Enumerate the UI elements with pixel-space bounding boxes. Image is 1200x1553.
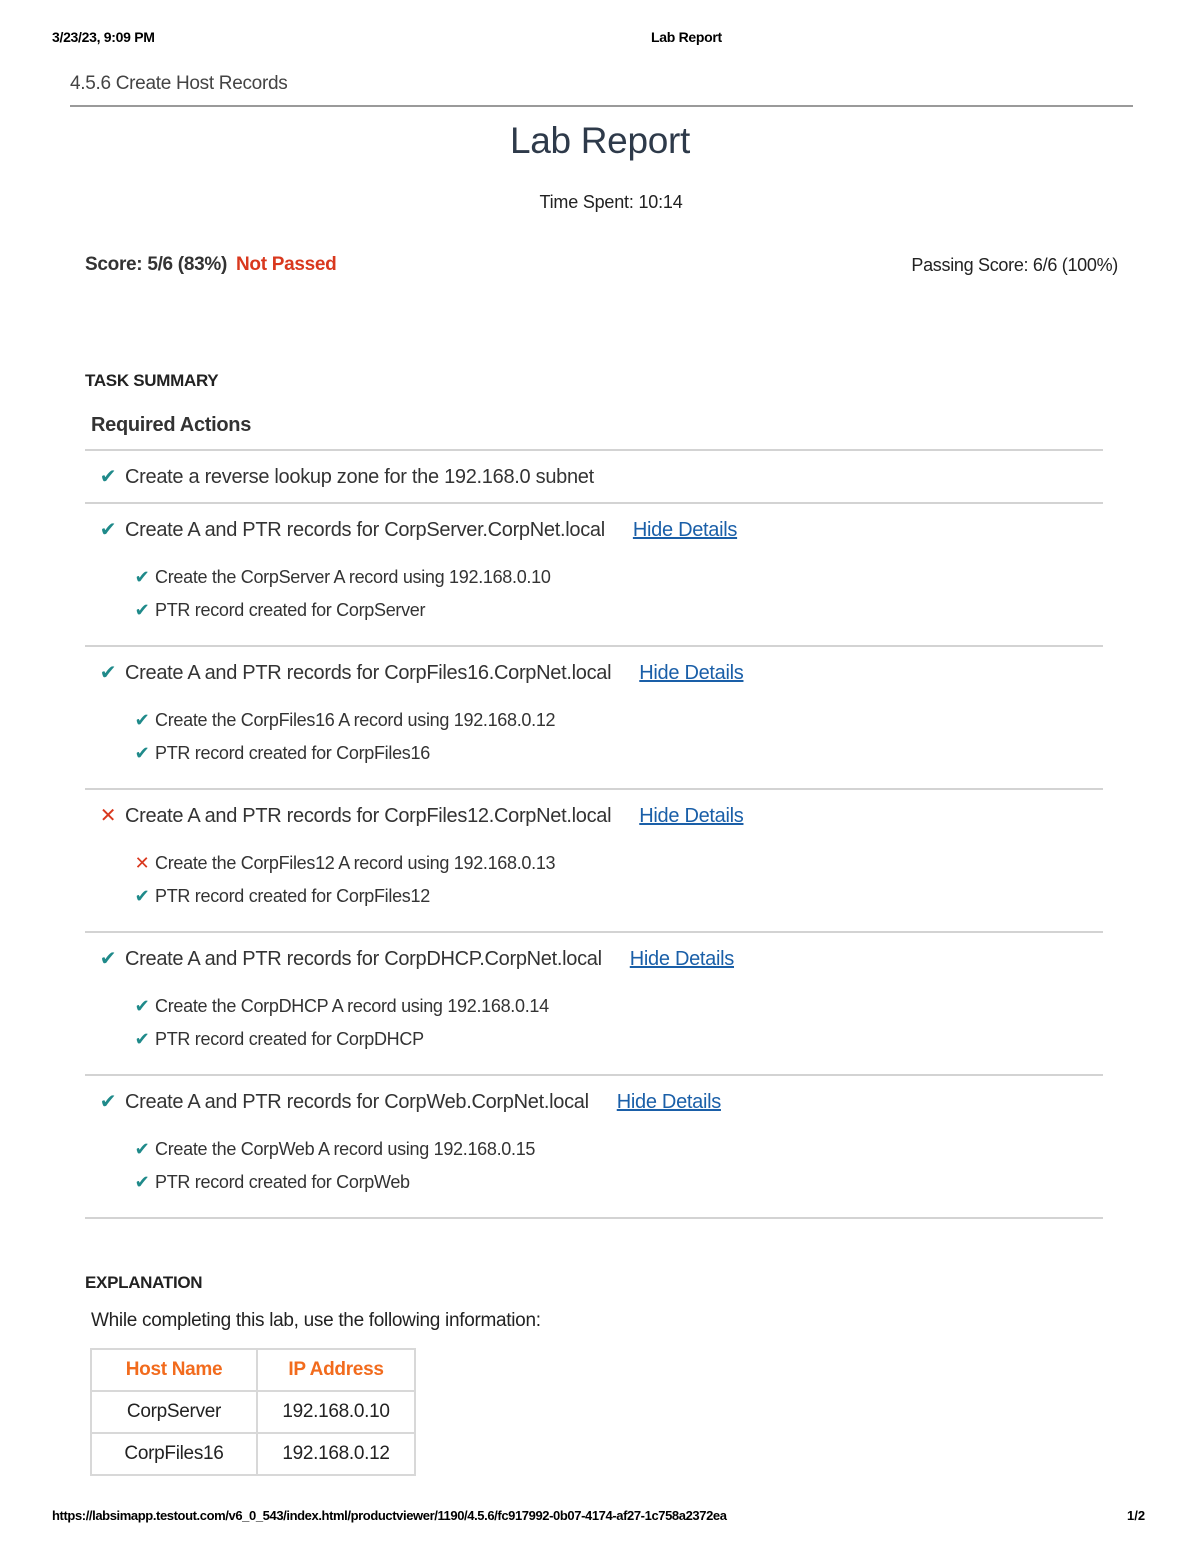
detail-text: PTR record created for CorpDHCP — [155, 1028, 424, 1049]
detail-item — [133, 567, 551, 588]
table-header-row — [91, 1349, 415, 1391]
check-icon: ✔ — [134, 996, 150, 1016]
action-item — [97, 803, 743, 828]
action-divider — [85, 931, 1103, 933]
action-text: Create A and PTR records for CorpWeb.CorpNet.local — [125, 1091, 589, 1113]
action-divider — [85, 1217, 1103, 1219]
x-icon: ✕ — [134, 853, 150, 873]
check-icon: ✔ — [134, 742, 150, 763]
check-icon: ✔ — [134, 1171, 150, 1192]
hide-details-link[interactable]: Hide Details — [629, 948, 734, 970]
time-spent: Time Spent: 10:14 — [539, 192, 683, 212]
detail-text: PTR record created for CorpFiles16 — [155, 742, 430, 763]
detail-item — [133, 853, 555, 874]
status-badge: Not Passed — [235, 254, 337, 275]
column-header: Host Name — [91, 1349, 257, 1391]
detail-text: PTR record created for CorpFiles12 — [155, 885, 430, 906]
check-icon: ✔ — [134, 1028, 150, 1049]
score-value: Score: 5/6 (83%) — [85, 254, 227, 275]
table-cell: 192.168.0.10 — [257, 1391, 415, 1433]
check-icon: ✔ — [134, 599, 150, 620]
check-icon: ✔ — [99, 519, 117, 541]
print-header — [0, 29, 1200, 49]
page-url: https://labsimapp.testout.com/v6_0_543/index.html/productviewer/1190/4.5.6/fc917992-0b07-4174-af27-1c758a2372ea — [52, 1508, 727, 1523]
header-divider — [70, 105, 1133, 107]
check-icon: ✔ — [99, 1091, 117, 1113]
check-icon: ✔ — [99, 466, 117, 488]
detail-text: Create the CorpFiles12 A record using 192.168.0.13 — [155, 853, 556, 873]
action-text: Create A and PTR records for CorpFiles16.CorpNet.local — [125, 662, 612, 684]
action-item — [97, 660, 743, 685]
check-icon: ✔ — [134, 1139, 150, 1159]
detail-item — [133, 743, 430, 764]
detail-item — [133, 996, 549, 1017]
detail-text: Create the CorpServer A record using 192.168.0.10 — [155, 567, 551, 587]
passing-score: Passing Score: 6/6 (100%) — [911, 255, 1118, 275]
action-divider — [85, 502, 1103, 504]
detail-item — [133, 1029, 424, 1050]
hide-details-link[interactable]: Hide Details — [639, 805, 744, 827]
detail-text: Create the CorpWeb A record using 192.168.0.15 — [155, 1139, 536, 1159]
action-divider — [85, 645, 1103, 647]
column-header: IP Address — [257, 1349, 415, 1391]
action-item — [97, 946, 734, 971]
x-icon: ✕ — [99, 805, 117, 827]
detail-text: Create the CorpFiles16 A record using 192.168.0.12 — [155, 710, 556, 730]
explanation-text: While completing this lab, use the following information: — [91, 1310, 541, 1331]
detail-item — [133, 710, 555, 731]
detail-item — [133, 1139, 535, 1160]
table-row — [91, 1433, 415, 1475]
detail-text: PTR record created for CorpWeb — [155, 1171, 410, 1192]
score — [85, 254, 336, 276]
action-text: Create A and PTR records for CorpDHCP.CorpNet.local — [125, 948, 602, 970]
breadcrumb: 4.5.6 Create Host Records — [70, 73, 288, 94]
check-icon: ✔ — [99, 948, 117, 970]
action-divider — [85, 788, 1103, 790]
hide-details-link[interactable]: Hide Details — [632, 519, 738, 541]
task-summary-heading: TASK SUMMARY — [85, 371, 219, 390]
table-cell: CorpFiles16 — [91, 1433, 257, 1475]
page-number: 1/2 — [1127, 1508, 1146, 1523]
detail-item — [133, 886, 430, 907]
print-title: Lab Report — [651, 29, 722, 45]
table-cell: 192.168.0.12 — [257, 1433, 415, 1475]
action-item — [97, 517, 737, 542]
hide-details-link[interactable]: Hide Details — [616, 1091, 721, 1113]
check-icon: ✔ — [134, 567, 150, 587]
required-actions-heading: Required Actions — [91, 414, 252, 436]
detail-text: Create the CorpDHCP A record using 192.168.0.14 — [155, 996, 549, 1016]
detail-text: PTR record created for CorpServer — [155, 599, 426, 620]
action-item — [97, 1089, 721, 1114]
hide-details-link[interactable]: Hide Details — [639, 662, 744, 684]
check-icon: ✔ — [134, 885, 150, 906]
explanation-heading: EXPLANATION — [85, 1273, 203, 1292]
table-cell: CorpServer — [91, 1391, 257, 1433]
action-divider — [85, 1074, 1103, 1076]
check-icon: ✔ — [134, 710, 150, 730]
page-title: Lab Report — [509, 120, 691, 161]
action-divider — [85, 449, 1103, 451]
action-text: Create a reverse lookup zone for the 192.168.0 subnet — [125, 466, 594, 488]
check-icon: ✔ — [99, 662, 117, 684]
detail-item — [133, 1172, 410, 1193]
action-text: Create A and PTR records for CorpServer.CorpNet.local — [125, 519, 605, 541]
table-row — [91, 1391, 415, 1433]
detail-item — [133, 600, 425, 621]
action-text: Create A and PTR records for CorpFiles12.CorpNet.local — [125, 805, 612, 827]
action-item — [97, 464, 594, 489]
host-table — [90, 1348, 416, 1476]
print-date: 3/23/23, 9:09 PM — [52, 29, 155, 45]
